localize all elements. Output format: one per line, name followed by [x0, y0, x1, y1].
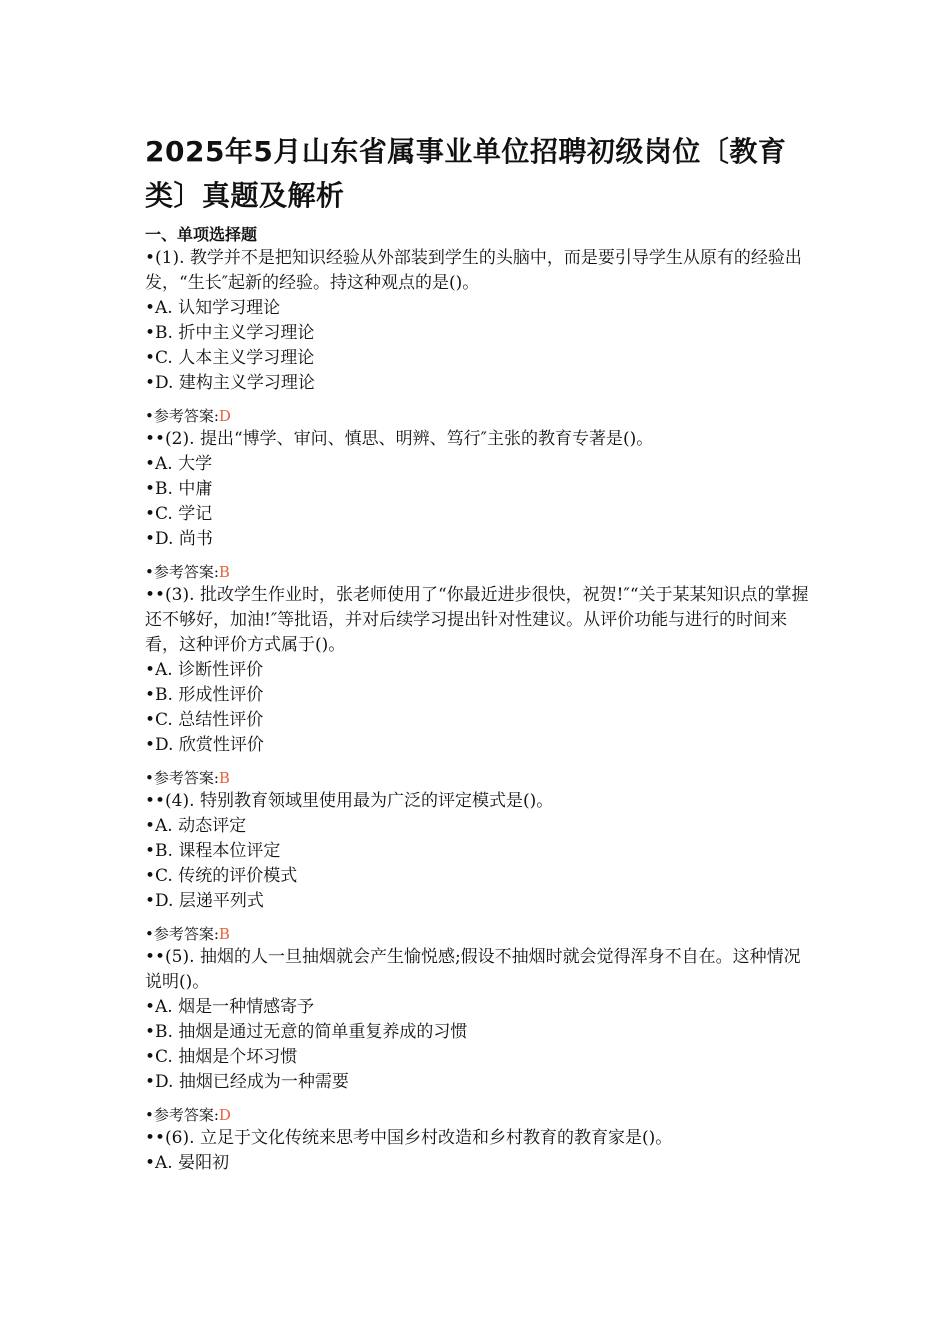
answer-value: D	[218, 1106, 231, 1124]
question-3	[145, 583, 810, 789]
option-d: •D. 尚书	[145, 529, 213, 549]
question-2	[145, 427, 810, 583]
answer-line	[145, 767, 810, 789]
answer-value: B	[218, 925, 230, 943]
question-stem: ••(4). 特别教育领域里使用最为广泛的评定模式是()。	[145, 791, 554, 811]
option-b: •B. 抽烟是通过无意的简单重复养成的习惯	[145, 1022, 468, 1042]
question-1	[145, 246, 810, 427]
answer-label: •参考答案:	[145, 407, 219, 425]
answer-label: •参考答案:	[145, 563, 219, 581]
option-b: •B. 课程本位评定	[145, 841, 281, 861]
option-d: •D. 抽烟已经成为一种需要	[145, 1072, 349, 1092]
option-b: •B. 中庸	[145, 479, 213, 499]
option-a: •A. 烟是一种情感寄予	[145, 997, 315, 1017]
option-b: •B. 形成性评价	[145, 685, 264, 705]
question-stem: ••(3). 批改学生作业时，张老师使用了“你最近进步很快，祝贺!″“关于某某知识点的掌握还不够好，加油!″等批语，并对后续学习提出针对性建议。从评价功能与进行的时间来看，这种评价方式属于()。	[145, 585, 809, 655]
answer-line	[145, 405, 810, 427]
option-d: •D. 建构主义学习理论	[145, 373, 315, 393]
answer-label: •参考答案:	[145, 925, 219, 943]
option-b: •B. 折中主义学习理论	[145, 323, 315, 343]
option-d: •D. 层递平列式	[145, 891, 264, 911]
answer-value: D	[218, 407, 231, 425]
question-6	[145, 1126, 810, 1176]
document-page	[145, 130, 810, 1176]
answer-value: B	[218, 769, 230, 787]
question-stem: •(1). 教学并不是把知识经验从外部装到学生的头脑中，而是要引导学生从原有的经验出发，“生长″起新的经验。持这种观点的是()。	[145, 248, 802, 293]
question-5	[145, 945, 810, 1126]
option-a: •A. 诊断性评价	[145, 660, 264, 680]
question-4	[145, 789, 810, 945]
option-a: •A. 认知学习理论	[145, 298, 281, 318]
option-a: •A. 大学	[145, 454, 213, 474]
question-stem: ••(6). 立足于文化传统来思考中国乡村改造和乡村教育的教育家是()。	[145, 1128, 673, 1148]
question-stem: ••(2). 提出“博学、审问、慎思、明辨、笃行″主张的教育专著是()。	[145, 429, 654, 449]
option-c: •C. 人本主义学习理论	[145, 348, 315, 368]
option-c: •C. 传统的评价模式	[145, 866, 298, 886]
option-a: •A. 动态评定	[145, 816, 247, 836]
option-c: •C. 学记	[145, 504, 213, 524]
option-c: •C. 总结性评价	[145, 710, 264, 730]
answer-value: B	[218, 563, 230, 581]
option-d: •D. 欣赏性评价	[145, 735, 264, 755]
answer-label: •参考答案:	[145, 769, 219, 787]
document-title: 2025年5月山东省属事业单位招聘初级岗位〔教育类〕真题及解析	[145, 135, 787, 212]
question-stem: ••(5). 抽烟的人一旦抽烟就会产生愉悦感;假设不抽烟时就会觉得浑身不自在。这种情况说明()。	[145, 947, 801, 992]
answer-line	[145, 561, 810, 583]
section-heading: 一、单项选择题	[145, 225, 258, 244]
option-c: •C. 抽烟是个坏习惯	[145, 1047, 298, 1067]
answer-line	[145, 923, 810, 945]
answer-line	[145, 1104, 810, 1126]
answer-label: •参考答案:	[145, 1106, 219, 1124]
option-a: •A. 晏阳初	[145, 1153, 230, 1173]
